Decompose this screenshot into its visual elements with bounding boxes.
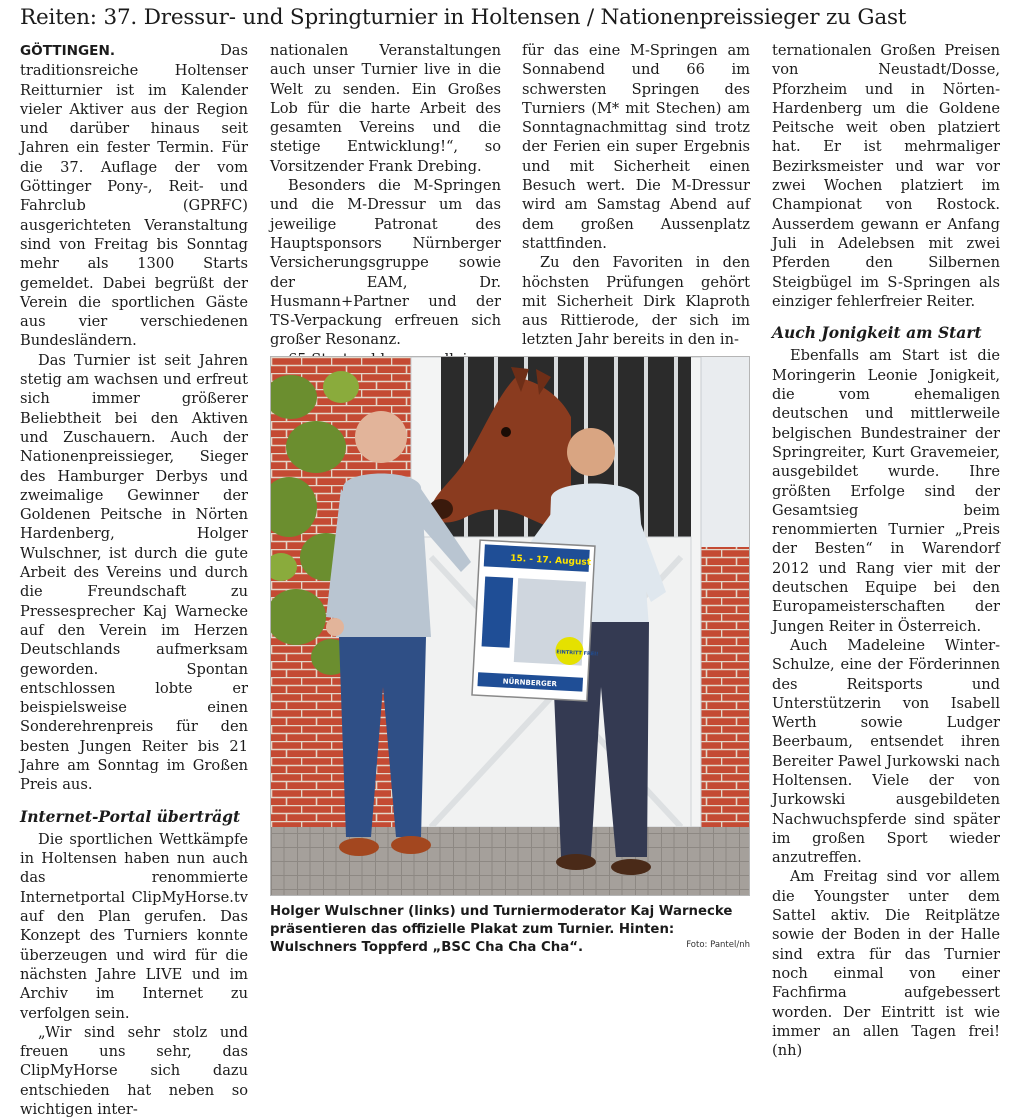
event-poster: [472, 540, 599, 701]
paragraph: für das eine M-Springen am Sonnabend und 66 im schwersten Springen des Turniers (M* mit Stechen) am Sonntagnachmittag sind trotz der Ferien ein super Ergebnis und mit Sicherheit einen Besuch wert. Die M-Dressur wird am Samstag Abend auf dem großen Aussenplatz stattfinden.: [522, 42, 750, 252]
paragraph: Das Turnier ist seit Jahren stetig am wachsen und erfreut sich immer größerer Beliebtheit bei den Aktiven und Zuschauern. Auch der Nationenpreissieger, Sieger des Hamburger Derbys und zweimalige Gewinner der Goldenen Peitsche in Nörten Hardenberg, Holger Wulschner, ist durch die gute Arbeit des Vereins und durch die Freundschaft zu Pressesprecher Kaj Warnecke auf den Verein im Herzen Deutschlands aufmerksam geworden. Spontan entschlossen lobte er beispielsweise einen Sonderehrenpreis für den besten Jungen Reiter bis 21 Jahre am Sonntag im Großen Preis aus.: [20, 351, 248, 794]
photo-caption: Holger Wulschner (links) und Turniermoderator Kaj Warnecke präsentieren das offizielle Plakat zum Turnier. Hinten: Wulschners Toppferd „BSC Cha Cha Cha“.: [270, 904, 733, 955]
paragraph: ternationalen Großen Preisen von Neustadt/Dosse, Pforzheim und in Nörten-Hardenberg um die Goldene Peitsche weit oben platziert hat. Er ist mehrmaliger Bezirksmeister und war vor zwei Wochen platziert im Championat von Rostock. Ausserdem gewann er Anfang Juli in Adelebsen mit zwei Pferden den Silbernen Steigbügel im S-Springen als einziger fehlerfreier Reiter.: [772, 42, 1000, 310]
subheading: Auch Jonigkeit am Start: [772, 323, 982, 343]
paragraph-text: Das traditionsreiche Holtenser Reitturnier ist im Kalender vieler Aktiver aus der Region und darüber hinaus seit Jahren ein fester Termin. Für die 37. Auflage der vom Göttinger Pony-, Reit- und Fahrclub (GPRFC) ausgerichteten Veranstaltung sind von Freitag bis Sonntag mehr als 1300 Starts gemeldet. Dabei begrüßt der Verein die sportlichen Gäste aus vier verschiedenen Bundesländern.: [20, 42, 248, 350]
headline: Reiten: 37. Dressur- und Springturnier in Holtensen / Nationenpreissieger zu Gast: [20, 5, 907, 30]
paragraph: Auch Madeleine Winter-Schulze, eine der Förderinnen des Reitsports und Unterstützerin von Isabell Werth sowie Ludger Beerbaum, entsendet ihren Bereiter Pawel Jurkowski nach Holtensen. Viele der von Jurkowski ausgebildeten Nachwuchspferde sind später im großen Sport wieder anzutreffen.: [772, 636, 1000, 867]
article-column-4: [772, 41, 1000, 1060]
article-column-1: [20, 41, 248, 1119]
paragraph: nationalen Veranstaltungen auch unser Turnier live in die Welt zu senden. Ein Großes Lob für die harte Arbeit des gesamten Vereins und die stetige Entwicklung!“, so Vorsitzender Frank Drebing.: [270, 42, 501, 175]
subheading: Internet-Portal überträgt: [20, 806, 241, 826]
paragraph: Zu den Favoriten in den höchsten Prüfungen gehört mit Sicherheit Dirk Klaproth aus Rittierode, der sich im letzten Jahr bereits in den in-: [522, 254, 750, 349]
poster-sponsor: NÜRNBERGER: [502, 677, 558, 689]
dateline: GÖTTINGEN.: [20, 43, 115, 59]
photo-credit: Foto: Pantel/nh: [686, 940, 750, 950]
article-photo: [270, 356, 750, 896]
article-column-2: [270, 41, 501, 369]
photo-illustration: [271, 357, 750, 896]
paragraph: Ebenfalls am Start ist die Moringerin Leonie Jonigkeit, die vom ehemaligen deutschen und mittlerweile belgischen Bundestrainer der Springreiter, Kurt Gravemeier, ausgebildet wurde. Ihre größten Erfolge sind der Gesamtsieg beim renommierten Turnier „Preis der Besten“ in Warendorf 2012 und Rang vier mit der deutschen Equipe bei den Europameisterschaften der Jungen Reiter in Österreich.: [772, 347, 1000, 635]
paragraph: Die sportlichen Wettkämpfe in Holtensen haben nun auch das renommierte Internetportal ClipMyHorse.tv auf den Plan gerufen. Das Konzept des Turniers konnte überzeugen und wird für die nächsten Jahre LIVE und im Archiv im Internet zu verfolgen sein.: [20, 830, 248, 1022]
paragraph: [20, 41, 248, 351]
paragraph: „Wir sind sehr stolz und freuen uns sehr, das ClipMyHorse sich dazu entschieden hat neben so wichtigen inter-: [20, 1023, 248, 1119]
paragraph: Am Freitag sind vor allem die Youngster unter dem Sattel aktiv. Die Reitplätze sowie der Boden in der Halle sind extra für das Turnier noch einmal von einer Fachfirma aufgebessert worden. Der Eintritt ist wie immer an allen Tagen frei! (nh): [772, 868, 1000, 1060]
article-column-3: [522, 41, 750, 350]
paragraph: Besonders die M-Springen und die M-Dressur um das jeweilige Patronat des Hauptsponsors Nürnberger Versicherungsgruppe sowie der EAM, Dr. Husmann+Partner und der TS-Verpackung erfreuen sich großer Resonanz.: [270, 177, 501, 349]
poster-badge: EINTRITT FREI!: [556, 649, 599, 658]
poster-date: 15. - 17. August: [509, 553, 592, 568]
